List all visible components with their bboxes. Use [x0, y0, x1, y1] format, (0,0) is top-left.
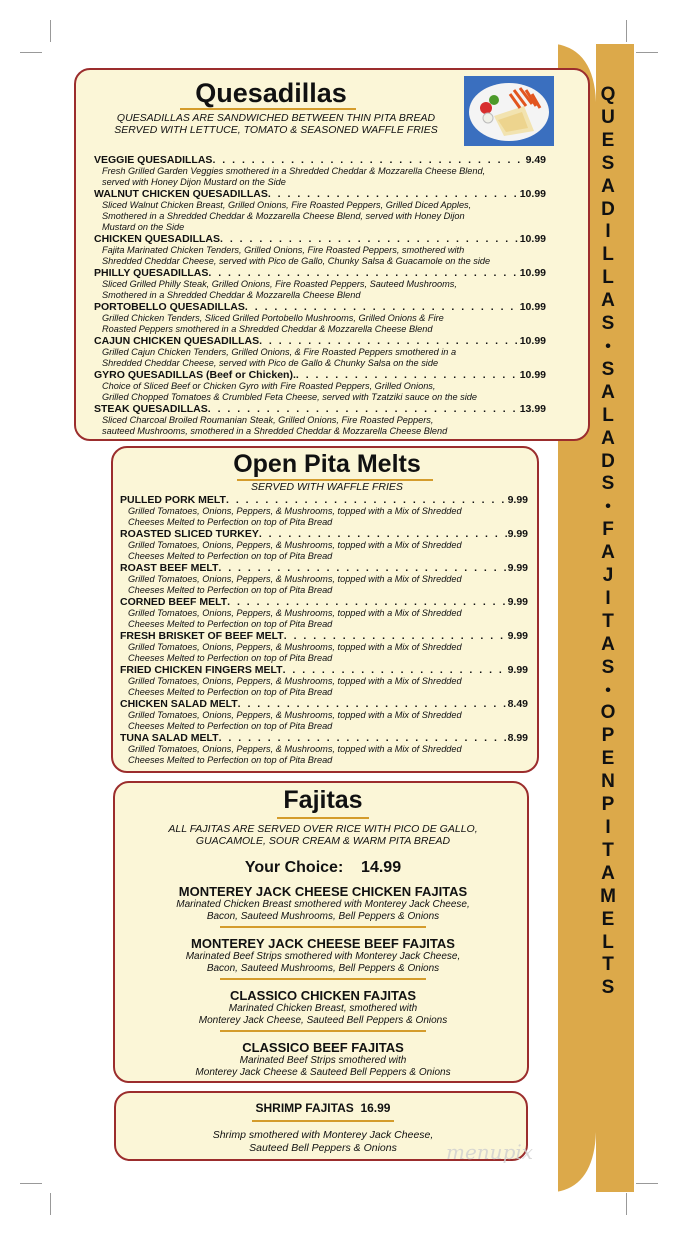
fajita-description: Bacon, Sauteed Mushrooms, Bell Peppers & Onions — [206, 963, 440, 974]
menu-item — [94, 233, 546, 267]
item-price: 9.99 — [507, 528, 528, 540]
menu-item — [120, 494, 528, 528]
item-description: Shredded Cheddar Cheese, served with Pico de Gallo, Chunky Salsa & Guacamole on the side — [102, 256, 491, 266]
sidebar-letter: P — [601, 794, 615, 816]
menu-item-row — [94, 369, 546, 381]
item-name: VEGGIE QUESADILLAS — [94, 154, 213, 166]
crop-mark — [50, 20, 51, 42]
menu-item — [94, 335, 546, 369]
menu-item — [94, 154, 546, 188]
title-underline — [180, 108, 356, 110]
item-name: ROAST BEEF MELT — [120, 562, 219, 574]
sidebar-letter: A — [601, 175, 615, 197]
title-underline — [252, 1120, 394, 1122]
title-underline — [277, 817, 369, 819]
sidebar-letter: S — [601, 313, 615, 335]
menu-item-row — [120, 630, 528, 642]
sidebar-letter: A — [601, 862, 615, 884]
quesadillas-panel — [74, 68, 590, 441]
item-price: 13.99 — [519, 403, 546, 415]
sidebar-letter: • — [605, 681, 611, 699]
item-description: Cheeses Melted to Perfection on top of Pita Bread — [128, 551, 333, 561]
item-price: 9.99 — [507, 562, 528, 574]
fajita-description: Marinated Beef Strips smothered with Monterey Jack Cheese, — [185, 951, 461, 962]
sidebar-letter: A — [601, 381, 615, 403]
menu-item — [120, 732, 528, 766]
item-description: Fajita Marinated Chicken Tenders, Grilled Onions, Fire Roasted Peppers, smothered with — [102, 245, 465, 255]
item-description: sauteed Mushrooms, smothered in a Shredded Cheddar & Mozzarella Cheese Blend — [102, 426, 448, 436]
sidebar-letter: P — [601, 725, 615, 747]
fajita-item — [115, 936, 531, 980]
sidebar-letter: A — [601, 290, 615, 312]
item-price: 8.99 — [507, 732, 528, 744]
item-description: Grilled Tomatoes, Onions, Peppers, & Mushrooms, topped with a Mix of Shredded — [128, 642, 462, 652]
item-description: Grilled Tomatoes, Onions, Peppers, & Mushrooms, topped with a Mix of Shredded — [128, 608, 462, 618]
quesadillas-title: Quesadillas — [195, 78, 347, 108]
crop-mark — [636, 52, 658, 53]
item-description: Grilled Tomatoes, Onions, Peppers, & Mushrooms, topped with a Mix of Shredded — [128, 744, 462, 754]
menu-item-row — [94, 267, 546, 279]
sidebar-letter: S — [601, 358, 615, 380]
item-name: STEAK QUESADILLAS — [94, 403, 208, 415]
sidebar-letter: I — [605, 587, 611, 609]
crop-mark — [636, 1183, 658, 1184]
dot-leader — [208, 403, 520, 415]
subtitle-line: ALL FAJITAS ARE SERVED OVER RICE WITH PICO DE GALLO, — [168, 823, 478, 835]
menu-item — [120, 596, 528, 630]
item-description: Cheeses Melted to Perfection on top of Pita Bread — [128, 653, 333, 663]
pita-melts-subtitle: SERVED WITH WAFFLE FRIES — [251, 481, 403, 493]
item-description: Smothered in a Shredded Cheddar & Mozzarella Cheese Blend — [102, 290, 361, 300]
dot-leader — [218, 562, 507, 574]
sidebar-letter: A — [601, 633, 615, 655]
sidebar-letter: J — [602, 565, 614, 587]
crop-mark — [20, 1183, 42, 1184]
sidebar-letter: M — [600, 885, 616, 907]
item-price: 10.99 — [519, 188, 546, 200]
sidebar-letter: E — [601, 748, 615, 770]
sidebar-letter: E — [601, 129, 615, 151]
menu-item — [120, 630, 528, 664]
sidebar-letter: N — [601, 771, 615, 793]
fajita-item — [115, 988, 531, 1032]
sidebar-vertical-text — [586, 84, 630, 1000]
fajita-name: MONTEREY JACK CHEESE BEEF FAJITAS — [191, 936, 455, 951]
item-price: 9.99 — [507, 664, 528, 676]
item-name: PORTOBELLO QUESADILLAS — [94, 301, 245, 313]
item-price: 10.99 — [519, 335, 546, 347]
item-name: WALNUT CHICKEN QUESADILLAS — [94, 188, 268, 200]
quesadillas-list — [94, 154, 546, 437]
item-name: CAJUN CHICKEN QUESADILLAS — [94, 335, 260, 347]
sidebar-letter: L — [602, 244, 614, 266]
dot-leader — [220, 233, 520, 245]
item-description: Cheeses Melted to Perfection on top of Pita Bread — [128, 619, 333, 629]
shrimp-price: 16.99 — [360, 1101, 391, 1115]
fajita-description: Monterey Jack Cheese, Sauteed Bell Peppers & Onions — [198, 1015, 448, 1026]
shrimp-desc-line: Shrimp smothered with Monterey Jack Cheese, — [212, 1129, 434, 1141]
item-name: PHILLY QUESADILLAS — [94, 267, 209, 279]
dot-leader — [226, 494, 508, 506]
item-description: Cheeses Melted to Perfection on top of Pita Bread — [128, 755, 333, 765]
menu-item-row — [120, 562, 528, 574]
fajita-description: Marinated Chicken Breast smothered with Monterey Jack Cheese, — [176, 899, 470, 910]
dot-leader — [238, 698, 508, 710]
sidebar-letter: A — [601, 427, 615, 449]
item-description: Cheeses Melted to Perfection on top of Pita Bread — [128, 517, 333, 527]
menu-item-row — [120, 596, 528, 608]
sidebar-letter: U — [601, 106, 615, 128]
sidebar-letter: O — [600, 702, 616, 724]
menu-item — [120, 528, 528, 562]
food-plate-icon — [464, 76, 554, 146]
sidebar-letter: T — [602, 954, 614, 976]
dot-leader — [296, 369, 520, 381]
sidebar-letter: A — [601, 542, 615, 564]
dot-leader — [284, 630, 508, 642]
fajita-divider — [220, 926, 426, 928]
item-price: 10.99 — [519, 301, 546, 313]
sidebar-letter: S — [601, 977, 615, 999]
sidebar-letter: L — [602, 267, 614, 289]
fajitas-list — [115, 884, 531, 1087]
item-name: CHICKEN SALAD MELT — [120, 698, 238, 710]
crop-mark — [626, 1193, 627, 1215]
item-description: Grilled Cajun Chicken Tenders, Grilled Onions, & Fire Roasted Peppers smothered in a — [102, 347, 457, 357]
sidebar-letter: L — [602, 404, 614, 426]
item-price: 8.49 — [507, 698, 528, 710]
menu-item-row — [94, 403, 546, 415]
choice-price: 14.99 — [361, 859, 402, 876]
fajita-description: Marinated Chicken Breast, smothered with — [228, 1003, 418, 1014]
menu-item — [120, 562, 528, 596]
fajita-name: CLASSICO BEEF FAJITAS — [242, 1040, 404, 1055]
dot-leader — [268, 188, 520, 200]
quesadillas-photo — [464, 76, 554, 146]
fajita-name: MONTEREY JACK CHEESE CHICKEN FAJITAS — [178, 884, 468, 899]
menu-item-row — [120, 732, 528, 744]
subtitle-line: QUESADILLAS ARE SANDWICHED BETWEEN THIN PITA BREAD — [116, 112, 436, 124]
item-description: Grilled Tomatoes, Onions, Peppers, & Mushrooms, topped with a Mix of Shredded — [128, 574, 462, 584]
dot-leader — [208, 267, 519, 279]
item-name: CORNED BEEF MELT — [120, 596, 228, 608]
item-name: TUNA SALAD MELT — [120, 732, 219, 744]
fajita-divider — [220, 978, 426, 980]
item-description: Cheeses Melted to Perfection on top of Pita Bread — [128, 687, 333, 697]
item-name: GYRO QUESADILLAS (Beef or Chicken). — [94, 369, 296, 381]
shrimp-heading — [116, 1101, 530, 1115]
dot-leader — [212, 154, 525, 166]
shrimp-desc-line: Sauteed Bell Peppers & Onions — [249, 1142, 397, 1154]
item-description: Shredded Cheddar Cheese, served with Pico de Gallo & Chunky Salsa on the side — [102, 358, 439, 368]
dot-leader — [259, 335, 520, 347]
fajita-description: Marinated Beef Strips smothered with — [239, 1055, 407, 1066]
item-price: 9.99 — [507, 630, 528, 642]
menu-item-row — [94, 335, 546, 347]
fajita-item — [115, 1040, 531, 1079]
menu-item — [94, 403, 546, 437]
item-description: Grilled Chicken Tenders, Sliced Grilled Portobello Mushrooms, Grilled Onions & Fire — [102, 313, 444, 323]
item-description: Choice of Sliced Beef or Chicken Gyro with Fire Roasted Peppers, Grilled Onions, — [102, 381, 436, 391]
sidebar-curve-bottom — [556, 1132, 596, 1194]
shrimp-name: SHRIMP FAJITAS — [255, 1101, 354, 1115]
item-name: PULLED PORK MELT — [120, 494, 226, 506]
fajitas-choice — [115, 858, 531, 878]
item-description: Grilled Tomatoes, Onions, Peppers, & Mushrooms, topped with a Mix of Shredded — [128, 676, 462, 686]
sidebar-letter: • — [605, 337, 611, 355]
item-description: Grilled Chopped Tomatoes & Crumbled Feta Cheese, served with Tzatziki sauce on the side — [102, 392, 478, 402]
sidebar-letter: F — [602, 519, 614, 541]
pita-melts-title: Open Pita Melts — [233, 450, 421, 478]
item-name: CHICKEN QUESADILLAS — [94, 233, 221, 245]
item-description: Sliced Grilled Philly Steak, Grilled Onions, Fire Roasted Peppers, Sauteed Mushrooms, — [102, 279, 457, 289]
item-price: 10.99 — [519, 267, 546, 279]
menu-item-row — [94, 301, 546, 313]
crop-mark — [50, 1193, 51, 1215]
sidebar-letter: Q — [600, 84, 616, 105]
item-description: Smothered in a Shredded Cheddar & Mozzarella Cheese Blend, served with Honey Dijon — [102, 211, 465, 221]
menu-item — [120, 698, 528, 732]
fajita-divider — [220, 1030, 426, 1032]
sidebar-letter: S — [601, 656, 615, 678]
item-description: Cheeses Melted to Perfection on top of Pita Bread — [128, 585, 333, 595]
dot-leader — [259, 528, 508, 540]
item-price: 10.99 — [519, 369, 546, 381]
sidebar-letter: D — [601, 450, 615, 472]
item-description: Grilled Tomatoes, Onions, Peppers, & Mushrooms, topped with a Mix of Shredded — [128, 710, 462, 720]
fajitas-title: Fajitas — [283, 786, 363, 814]
item-name: ROASTED SLICED TURKEY — [120, 528, 259, 540]
sidebar-letter: S — [601, 473, 615, 495]
dot-leader — [227, 596, 507, 608]
item-description: Grilled Tomatoes, Onions, Peppers, & Mushrooms, topped with a Mix of Shredded — [128, 540, 462, 550]
fajitas-subtitle — [115, 823, 531, 847]
fajita-name: CLASSICO CHICKEN FAJITAS — [229, 988, 417, 1003]
menu-item-row — [94, 188, 546, 200]
sidebar-letter: S — [601, 152, 615, 174]
item-price: 9.99 — [507, 596, 528, 608]
menu-item-row — [120, 698, 528, 710]
menu-item — [94, 301, 546, 335]
menu-item — [94, 188, 546, 233]
menu-item-row — [94, 233, 546, 245]
fajitas-panel — [113, 781, 529, 1083]
dot-leader — [283, 664, 508, 676]
menu-item-row — [120, 664, 528, 676]
sidebar-letter: D — [601, 198, 615, 220]
menu-item — [94, 369, 546, 403]
item-name: FRIED CHICKEN FINGERS MELT — [120, 664, 283, 676]
dot-leader — [219, 732, 508, 744]
item-description: Roasted Peppers smothered in a Shredded Cheddar & Mozzarella Cheese Blend — [102, 324, 433, 334]
item-description: Cheeses Melted to Perfection on top of Pita Bread — [128, 721, 333, 731]
sidebar-letter: L — [602, 931, 614, 953]
item-description: Grilled Tomatoes, Onions, Peppers, & Mushrooms, topped with a Mix of Shredded — [128, 506, 462, 516]
menu-item-row — [94, 154, 546, 166]
sidebar-letter: • — [605, 498, 611, 516]
fajita-description: Monterey Jack Cheese & Sauteed Bell Peppers & Onions — [195, 1067, 451, 1078]
crop-mark — [20, 52, 42, 53]
menu-item — [94, 267, 546, 301]
sidebar-letter: I — [605, 817, 611, 838]
menu-item-row — [120, 494, 528, 506]
watermark: menupix — [446, 1140, 534, 1164]
fajita-item — [115, 884, 531, 928]
quesadillas-subtitle — [96, 112, 456, 136]
item-description: Sliced Charcoal Broiled Roumanian Steak, Grilled Onions, Fire Roasted Peppers, — [102, 415, 434, 425]
subtitle-line: GUACAMOLE, SOUR CREAM & WARM PITA BREAD — [195, 835, 451, 847]
item-price: 9.49 — [525, 154, 546, 166]
menu-item-row — [120, 528, 528, 540]
pita-melts-panel — [111, 446, 539, 773]
sidebar-letter: T — [602, 610, 614, 632]
crop-mark — [626, 20, 627, 42]
item-description: Mustard on the Side — [102, 222, 185, 232]
pita-melts-list — [120, 494, 528, 766]
item-price: 10.99 — [519, 233, 546, 245]
menu-item — [120, 664, 528, 698]
dot-leader — [245, 301, 520, 313]
sidebar-letter: T — [602, 839, 614, 861]
choice-label: Your Choice: — [244, 859, 344, 876]
sidebar-letter: E — [601, 908, 615, 930]
item-description: Fresh Grilled Garden Veggies smothered in a Shredded Cheddar & Mozzarella Cheese Blend, — [102, 166, 486, 176]
item-price: 9.99 — [507, 494, 528, 506]
item-description: served with Honey Dijon Mustard on the Side — [102, 177, 286, 187]
subtitle-line: SERVED WITH LETTUCE, TOMATO & SEASONED WAFFLE FRIES — [114, 124, 438, 136]
fajita-description: Bacon, Sauteed Mushrooms, Bell Peppers & Onions — [206, 911, 440, 922]
item-name: FRESH BRISKET OF BEEF MELT — [120, 630, 284, 642]
sidebar-letter: I — [605, 221, 611, 243]
item-description: Sliced Walnut Chicken Breast, Grilled Onions, Fire Roasted Peppers, Grilled Diced Apples, — [102, 200, 472, 210]
